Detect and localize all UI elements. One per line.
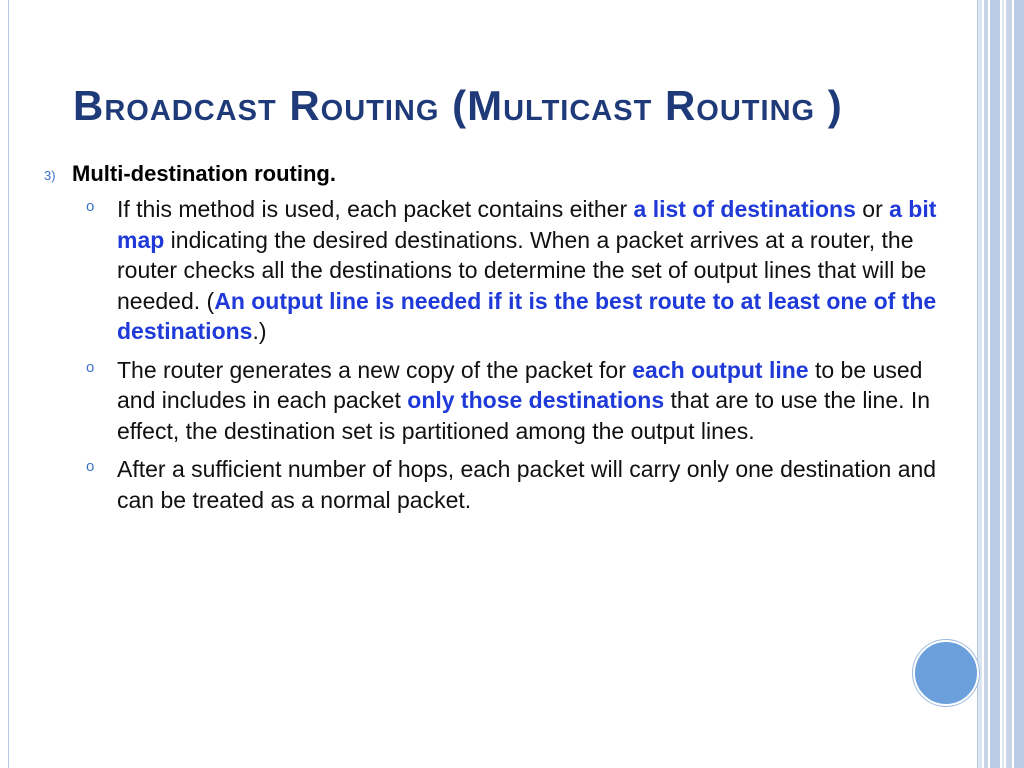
item-number: 3) xyxy=(44,168,56,183)
text-run: to be used and includes in each packet xyxy=(117,356,923,413)
numbered-item xyxy=(0,158,980,194)
text-run: After a sufficient number of hops, each packet will carry only one destination and can be treated as a normal packet. xyxy=(117,456,937,513)
text-run: .) xyxy=(252,318,267,344)
bullet-circle-icon: o xyxy=(86,198,95,215)
highlight-text: An output line is needed if it is the best route to at least one of the destinations xyxy=(117,287,937,344)
bullet-item-2 xyxy=(0,355,980,447)
text-run: or xyxy=(855,196,890,222)
slide-title: Broadcast Routing (Multicast Routing ) xyxy=(73,82,843,129)
bullet-item-3 xyxy=(0,454,980,515)
item-heading: Multi-destination routing. xyxy=(72,161,336,186)
bullet-circle-icon: o xyxy=(86,458,95,475)
bullet-circle-icon: o xyxy=(86,358,95,376)
decorative-stripes xyxy=(978,0,1024,768)
highlight-text: a bit map xyxy=(117,196,937,253)
decorative-circle-icon xyxy=(913,640,979,706)
text-run: indicating the desired destinations. When a packet arrives at a router, the router checks all the destinations to determine the set of output lines that will be needed. ( xyxy=(117,226,927,314)
text-run: If this method is used, each packet contains either xyxy=(117,196,634,222)
text-run: that are to use the line. In effect, the destination set is partitioned among the output lines. xyxy=(117,387,931,444)
bullet-text xyxy=(117,355,937,447)
slide-content xyxy=(0,158,980,523)
bullet-text xyxy=(117,454,937,515)
highlight-text: each output line xyxy=(632,356,809,383)
bullet-text xyxy=(117,194,937,347)
highlight-text: only those destinations xyxy=(407,387,665,413)
text-run: The router generates a new copy of the packet for xyxy=(117,356,633,383)
bullet-item-1 xyxy=(0,194,980,347)
highlight-text: a list of destinations xyxy=(633,196,856,222)
